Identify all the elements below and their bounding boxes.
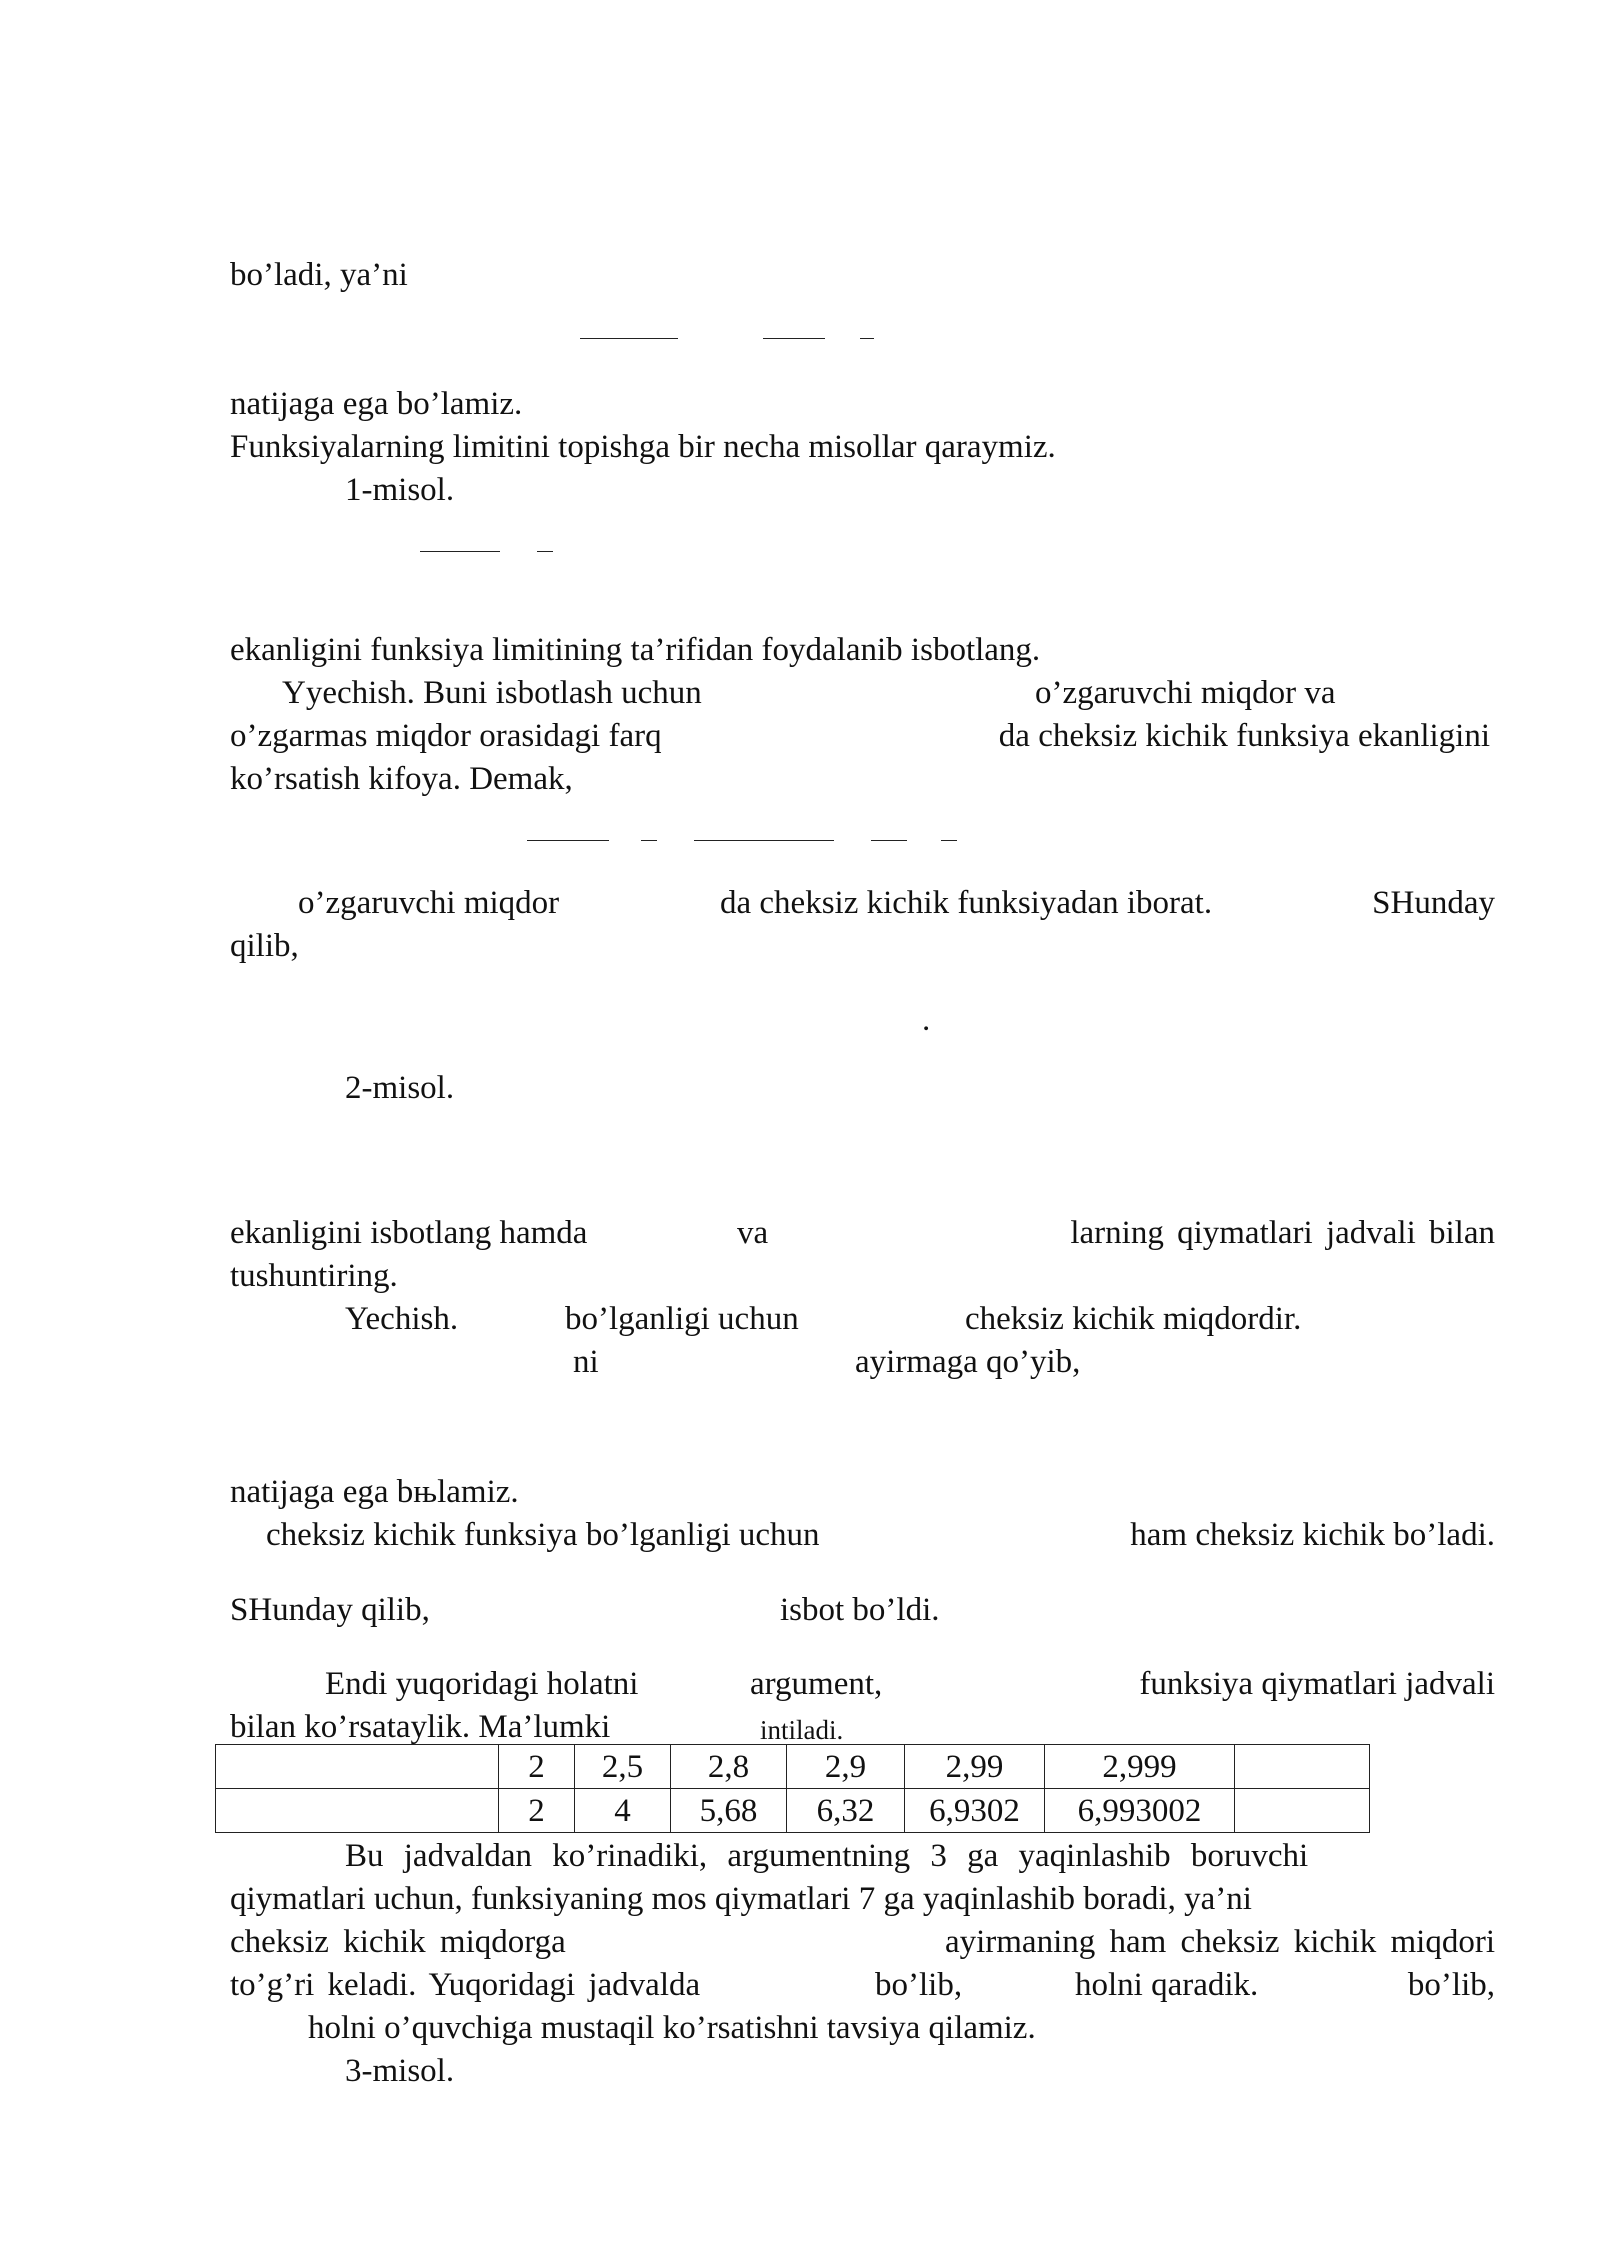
fraction-bar bbox=[860, 338, 874, 339]
fraction-bar bbox=[641, 840, 657, 841]
paragraph-text: cheksiz kichik miqdorga bbox=[230, 1924, 566, 1960]
table-cell: 6,9302 bbox=[905, 1789, 1045, 1833]
fraction-bar bbox=[694, 840, 834, 841]
example-heading: 3-misol. bbox=[345, 2053, 455, 2089]
table-cell bbox=[216, 1789, 499, 1833]
solution-text: Yyechish. Buni isbotlash uchun bbox=[282, 675, 702, 711]
paragraph-text: bo’lib, bbox=[875, 1967, 963, 2003]
solution-text: ayirmaga qo’yib, bbox=[855, 1344, 1081, 1380]
table-cell: 5,68 bbox=[671, 1789, 787, 1833]
paragraph-text: natijaga ega bњlamiz. bbox=[230, 1474, 519, 1510]
table-cell: 6,993002 bbox=[1045, 1789, 1235, 1833]
solution-text: ko’rsatish kifoya. Demak, bbox=[230, 761, 573, 797]
paragraph-text: bo’ladi, ya’ni bbox=[230, 257, 408, 293]
paragraph-text: bilan ko’rsataylik. Ma’lumki bbox=[230, 1709, 611, 1745]
paragraph-text: argument, bbox=[750, 1666, 883, 1702]
paragraph-text: va bbox=[737, 1215, 769, 1251]
table-row bbox=[216, 1745, 1370, 1789]
paragraph-text: Funksiyalarning limitini topishga bir necha misollar qaraymiz. bbox=[230, 429, 1056, 465]
table-cell: 6,32 bbox=[787, 1789, 905, 1833]
solution-text: o’zgaruvchi miqdor va bbox=[1035, 675, 1336, 711]
paragraph-text: SHunday qilib, bbox=[230, 1592, 430, 1628]
table-row bbox=[216, 1789, 1370, 1833]
paragraph-text: ekanligini isbotlang hamda bbox=[230, 1215, 588, 1251]
fraction-bar bbox=[580, 338, 678, 339]
solution-text: Yechish. bbox=[345, 1301, 459, 1337]
solution-text: bo’lganligi uchun bbox=[565, 1301, 799, 1337]
table-cell: 2,999 bbox=[1045, 1745, 1235, 1789]
paragraph-text: qiymatlari uchun, funksiyaning mos qiymatlari 7 ga yaqinlashib boradi, ya’ni bbox=[230, 1881, 1252, 1917]
paragraph-text bbox=[345, 1836, 1490, 1876]
table-cell: 4 bbox=[575, 1789, 671, 1833]
table-cell bbox=[216, 1745, 499, 1789]
table-cell: 2,5 bbox=[575, 1745, 671, 1789]
solution-text: cheksiz kichik miqdordir. bbox=[965, 1301, 1302, 1337]
text-run: Bu jadvaldan ko’rinadiki, argumentning 3 ga yaqinlashib boruvchi bbox=[345, 1838, 1309, 1874]
fraction-bar bbox=[871, 840, 907, 841]
solution-text: qilib, bbox=[230, 928, 299, 964]
paragraph-text: isbot bo’ldi. bbox=[780, 1592, 940, 1628]
paragraph-text: funksiya qiymatlari jadvali bbox=[1139, 1666, 1495, 1702]
paragraph-text: holni o’quvchiga mustaqil ko’rsatishni tavsiya qilamiz. bbox=[308, 2010, 1036, 2046]
period-mark: . bbox=[922, 1002, 931, 1038]
paragraph-text: tushuntiring. bbox=[230, 1258, 398, 1294]
paragraph-text: ham cheksiz kichik bo’ladi. bbox=[1130, 1517, 1495, 1553]
paragraph-text: holni qaradik. bbox=[1075, 1967, 1259, 2003]
values-table bbox=[215, 1744, 1370, 1833]
solution-text: o’zgaruvchi miqdor bbox=[298, 885, 560, 921]
solution-text: ni bbox=[573, 1344, 599, 1380]
example-heading: 2-misol. bbox=[345, 1070, 455, 1106]
table-cell: 2,9 bbox=[787, 1745, 905, 1789]
paragraph-text: larning qiymatlari jadvali bilan bbox=[1070, 1215, 1495, 1251]
solution-text: SHunday bbox=[1372, 885, 1495, 921]
fraction-bar bbox=[763, 338, 825, 339]
fraction-bar bbox=[527, 840, 609, 841]
fraction-bar bbox=[420, 551, 500, 552]
justified-line bbox=[230, 716, 1490, 756]
paragraph-text: ayirmaning ham cheksiz kichik miqdori bbox=[944, 1924, 1495, 1960]
solution-text: da cheksiz kichik funksiyadan iborat. bbox=[720, 885, 1213, 921]
paragraph-text: Endi yuqoridagi holatni bbox=[325, 1666, 639, 1702]
fraction-bar bbox=[537, 551, 553, 552]
fraction-bar bbox=[941, 840, 957, 841]
paragraph-text: cheksiz kichik funksiya bo’lganligi uchun bbox=[266, 1517, 820, 1553]
paragraph-text: natijaga ega bo’lamiz. bbox=[230, 386, 523, 422]
table-cell: 2 bbox=[499, 1745, 575, 1789]
paragraph-text: intiladi. bbox=[760, 1715, 844, 1745]
paragraph-text: bo’lib, bbox=[1407, 1967, 1495, 2003]
example-heading: 1-misol. bbox=[345, 472, 455, 508]
solution-text: da cheksiz kichik funksiya ekanligini bbox=[998, 718, 1490, 754]
solution-text: o’zgarmas miqdor orasidagi farq bbox=[230, 718, 662, 754]
paragraph-text: to’g’ri keladi. Yuqoridagi jadvalda bbox=[230, 1967, 701, 2003]
table-cell bbox=[1235, 1789, 1370, 1833]
table-cell: 2 bbox=[499, 1789, 575, 1833]
table-cell bbox=[1235, 1745, 1370, 1789]
table-cell: 2,99 bbox=[905, 1745, 1045, 1789]
table-cell: 2,8 bbox=[671, 1745, 787, 1789]
paragraph-text: ekanligini funksiya limitining ta’rifidan foydalanib isbotlang. bbox=[230, 632, 1041, 668]
